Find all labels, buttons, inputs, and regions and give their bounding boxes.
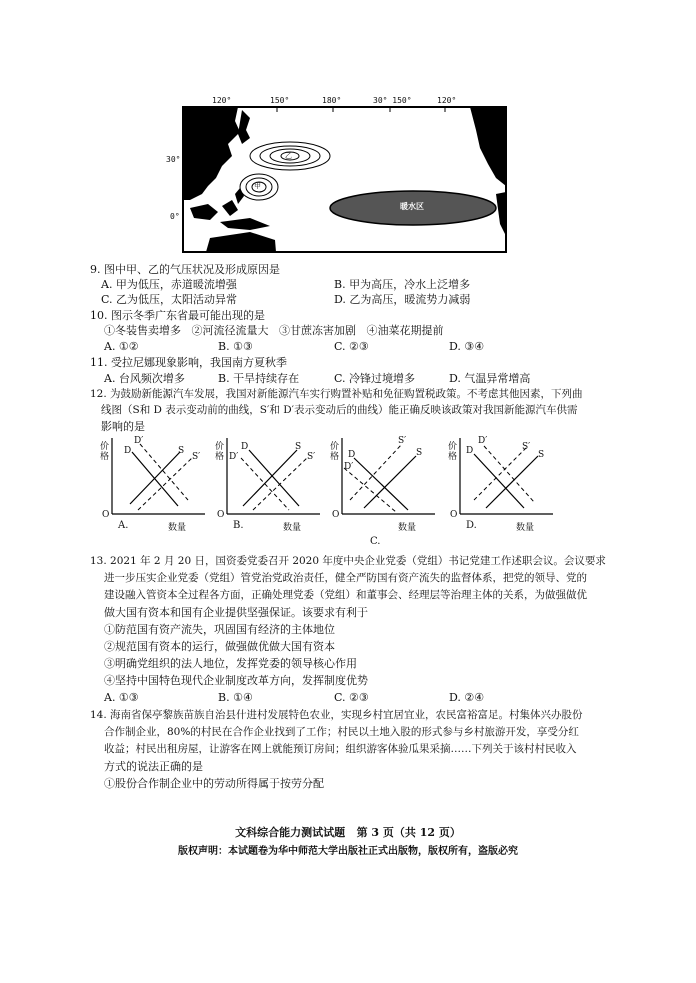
label-d-prime: D′ <box>229 452 239 462</box>
q9-option-d: D. 乙为高压，暖流势力减弱 <box>334 293 471 306</box>
curve-s-prime <box>474 448 526 500</box>
q11-option-d: D. 气温异常增高 <box>449 372 531 385</box>
label-s-prime: S′ <box>307 452 316 462</box>
label-s-prime: S′ <box>192 452 201 462</box>
q9-option-a: A. 甲为低压，赤道暖流增强 <box>101 278 237 291</box>
q13-option-d: D. ②④ <box>449 691 485 704</box>
q13-option-b: B. ①④ <box>218 691 253 704</box>
q13-item-4: ④坚持中国特色现代企业制度改革方向，发挥制度优势 <box>104 674 368 687</box>
lon-label-4: 30° 150° <box>373 96 412 105</box>
curve-s <box>364 456 416 508</box>
y-axis-label: 价格 <box>448 442 458 462</box>
q13-option-c: C. ②③ <box>334 691 369 704</box>
q10-option-a: A. ①② <box>104 340 139 353</box>
pacific-map <box>180 96 510 256</box>
x-axis-label: 数量 <box>516 523 535 533</box>
q13-line-2: 进一步压实企业党委（党组）管党治党政治责任，健全严防国有资产流失的监督体系，把党的领导、党的 <box>104 572 587 584</box>
option-label: C. <box>370 536 381 547</box>
origin-label: O <box>332 510 340 520</box>
y-axis-label: 价格 <box>215 442 225 462</box>
curve-d <box>249 450 299 506</box>
q14-item-1: ①股份合作制企业中的劳动所得属于按劳分配 <box>104 777 324 790</box>
x-axis-label: 数量 <box>398 523 417 533</box>
center-a-label: 甲 <box>254 182 261 190</box>
label-d-prime: D′ <box>344 462 354 472</box>
y-axis-label: 价格 <box>100 442 110 462</box>
label-s: S <box>295 442 302 452</box>
x-axis-label: 数量 <box>283 523 302 533</box>
q14-line-1: 14. 海南省保亭黎族苗族自治县什进村发展特色农业，实现乡村宜居宜业，农民富裕富足。村集体兴办股份 <box>90 709 583 721</box>
q12-line-3: 影响的是 <box>101 420 145 433</box>
q14-line-4: 方式的说法正确的是 <box>104 760 203 773</box>
label-s: S <box>416 448 423 458</box>
curve-s-prime <box>253 458 307 510</box>
x-axis-label: 数量 <box>168 523 187 533</box>
center-b-label: 乙 <box>285 152 292 160</box>
q13-line-4: 做大国有资本和国有企业提供坚强保证。该要求有利于 <box>104 606 368 619</box>
q12-line-1: 12. 为鼓励新能源汽车发展，我国对新能源汽车实行购置补贴和免征购置税政策。不考虑其他因素，下列曲 <box>90 388 583 400</box>
q11-option-c: C. 冷锋过境增多 <box>334 372 416 385</box>
q10-stem: 10. 图示冬季广东省最可能出现的是 <box>90 309 265 322</box>
label-s-prime: S′ <box>398 436 407 446</box>
graph-b <box>215 436 325 536</box>
curve-d-prime <box>484 446 534 502</box>
origin-label: O <box>450 510 458 520</box>
graph-a-svg <box>100 436 210 536</box>
map-figure <box>180 96 510 256</box>
label-s: S <box>538 450 545 460</box>
label-s: S <box>178 446 185 456</box>
curve-s <box>243 450 297 506</box>
copyright-notice: 版权声明：本试题卷为华中师范大学出版社正式出版物，版权所有，盗版必究 <box>178 846 518 857</box>
label-d: D <box>241 442 249 452</box>
q10-option-c: C. ②③ <box>334 340 369 353</box>
graph-c <box>330 436 440 551</box>
q13-line-3: 建设融入管资本全过程各方面，正确处理党委（党组）和董事会、经理层等治理主体的关系，为做强做优 <box>104 589 587 601</box>
q9-stem: 9. 图中甲、乙的气压状况及形成原因是 <box>90 263 280 276</box>
q11-option-a: A. 台风频次增多 <box>104 372 185 385</box>
q9-option-b: B. 甲为高压，冷水上泛增多 <box>334 278 471 291</box>
label-s-prime: S′ <box>522 442 531 452</box>
graph-a <box>100 436 210 536</box>
graph-d <box>448 436 558 536</box>
lon-label-2: 150° <box>270 96 290 105</box>
q13-option-a: A. ①③ <box>104 691 139 704</box>
curve-s-prime <box>350 444 402 500</box>
lon-label-5: 120° <box>437 96 457 105</box>
q13-item-3: ③明确党组织的法人地位，发挥党委的领导核心作用 <box>104 657 357 670</box>
q10-option-b: B. ①③ <box>218 340 253 353</box>
label-d: D <box>124 446 132 456</box>
curve-d <box>354 458 408 510</box>
origin-label: O <box>102 510 110 520</box>
lon-label-1: 120° <box>212 96 232 105</box>
q13-line-1: 13. 2021 年 2 月 20 日，国资委党委召开 2020 年度中央企业党委（党组）书记党建工作述职会议。会议要求 <box>90 555 606 567</box>
graph-c-svg <box>330 436 440 536</box>
origin-label: O <box>217 510 225 520</box>
curve-d <box>132 452 178 506</box>
curve-s <box>486 456 538 508</box>
q13-item-2: ②规范国有资本的运行，做强做优做大国有资本 <box>104 640 335 653</box>
q11-option-b: B. 干旱持续存在 <box>218 372 300 385</box>
label-d: D <box>348 450 356 460</box>
warm-pool-label: 暖水区 <box>400 201 424 211</box>
option-label: D. <box>466 520 477 531</box>
option-label: B. <box>233 520 244 531</box>
lat-label-30: 30° <box>166 155 181 164</box>
q10-items: ①冬装售卖增多 ②河流径流量大 ③甘蔗冻害加剧 ④油菜花期提前 <box>104 324 444 337</box>
q9-option-c: C. 乙为低压，太阳活动异常 <box>101 293 238 306</box>
curve-s-prime <box>138 458 192 510</box>
q10-option-d: D. ③④ <box>449 340 485 353</box>
label-d-prime: D′ <box>134 436 144 446</box>
q13-item-1: ①防范国有资产流失，巩固国有经济的主体地位 <box>104 623 335 636</box>
q11-stem: 11. 受拉尼娜现象影响，我国南方夏秋季 <box>90 356 287 369</box>
page-footer: 文科综合能力测试试题 第 3 页（共 12 页） <box>235 826 461 839</box>
graph-b-svg <box>215 436 325 536</box>
lon-label-3: 180° <box>322 96 342 105</box>
q12-line-2: 线图（S和 D 表示变动前的曲线，S′和 D′表示变动后的曲线）能正确反映该政策对我国新能源汽车供需 <box>101 404 578 416</box>
q14-line-3: 收益；村民出租房屋，让游客在网上就能预订房间；组织游客体验瓜果采摘……下列关于该村村民收入 <box>104 743 577 755</box>
curve-d-prime <box>344 468 396 512</box>
q14-line-2: 合作制企业，80%的村民在合作企业找到了工作；村民以土地入股的形式参与乡村旅游开发，享受分红 <box>104 726 579 738</box>
curve-s <box>130 452 180 504</box>
option-label: A. <box>118 520 129 531</box>
label-d: D <box>466 446 474 456</box>
lat-label-0: 0° <box>170 212 180 221</box>
label-d-prime: D′ <box>478 436 488 446</box>
y-axis-label: 价格 <box>330 442 340 462</box>
